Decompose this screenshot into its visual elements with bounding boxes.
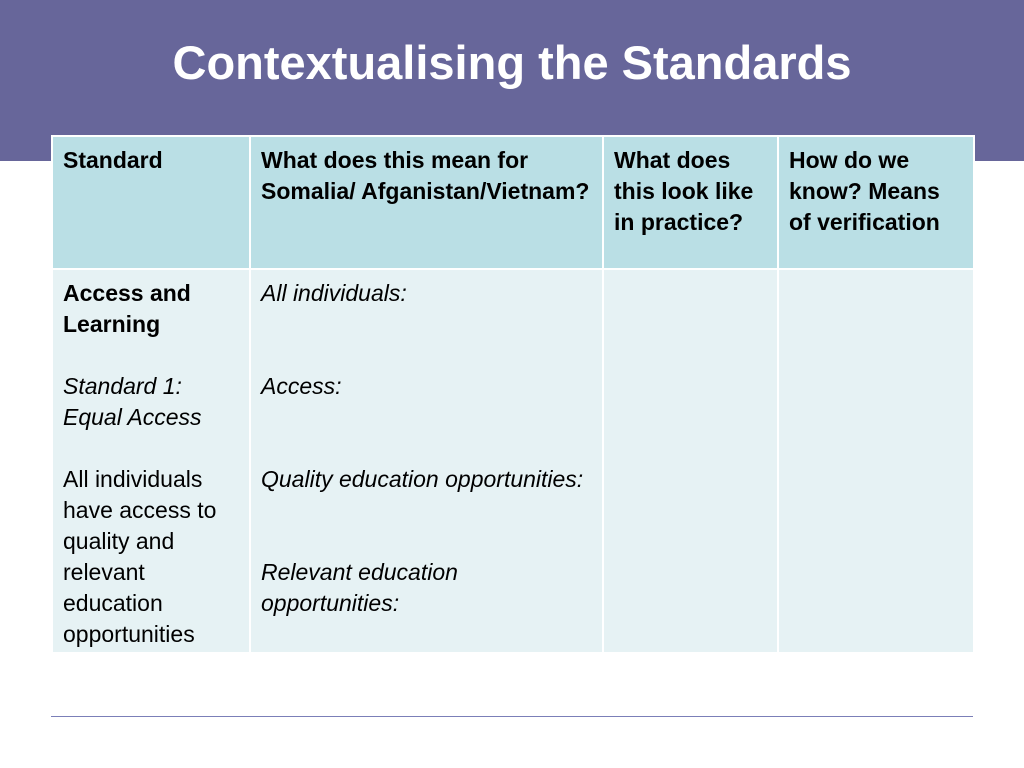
table-header-row (52, 136, 974, 269)
standards-table (51, 135, 973, 654)
table-row (52, 269, 974, 653)
slide-title: Contextualising the Standards (172, 36, 852, 89)
standard-name: Standard 1: Equal Access (63, 373, 202, 430)
cell-verification (778, 269, 974, 653)
cell-standard (52, 269, 250, 653)
prompt-all-individuals: All individuals: (261, 280, 407, 306)
header-verification: How do we know? Means of verification (778, 136, 974, 269)
header-meaning: What does this mean for Somalia/ Afganistan/Vietnam? (250, 136, 603, 269)
footer-divider (51, 716, 973, 717)
prompt-quality: Quality education opportunities: (261, 466, 584, 492)
cell-practice (603, 269, 778, 653)
header-practice: What does this look like in practice? (603, 136, 778, 269)
prompt-relevant: Relevant education opportunities: (261, 559, 458, 616)
contextualising-table (51, 135, 975, 654)
standard-description: All individuals have access to quality and relevant education opportunities (63, 466, 217, 647)
prompt-access: Access: (261, 373, 342, 399)
standard-heading: Access and Learning (63, 280, 191, 337)
cell-meaning (250, 269, 603, 653)
header-standard: Standard (52, 136, 250, 269)
